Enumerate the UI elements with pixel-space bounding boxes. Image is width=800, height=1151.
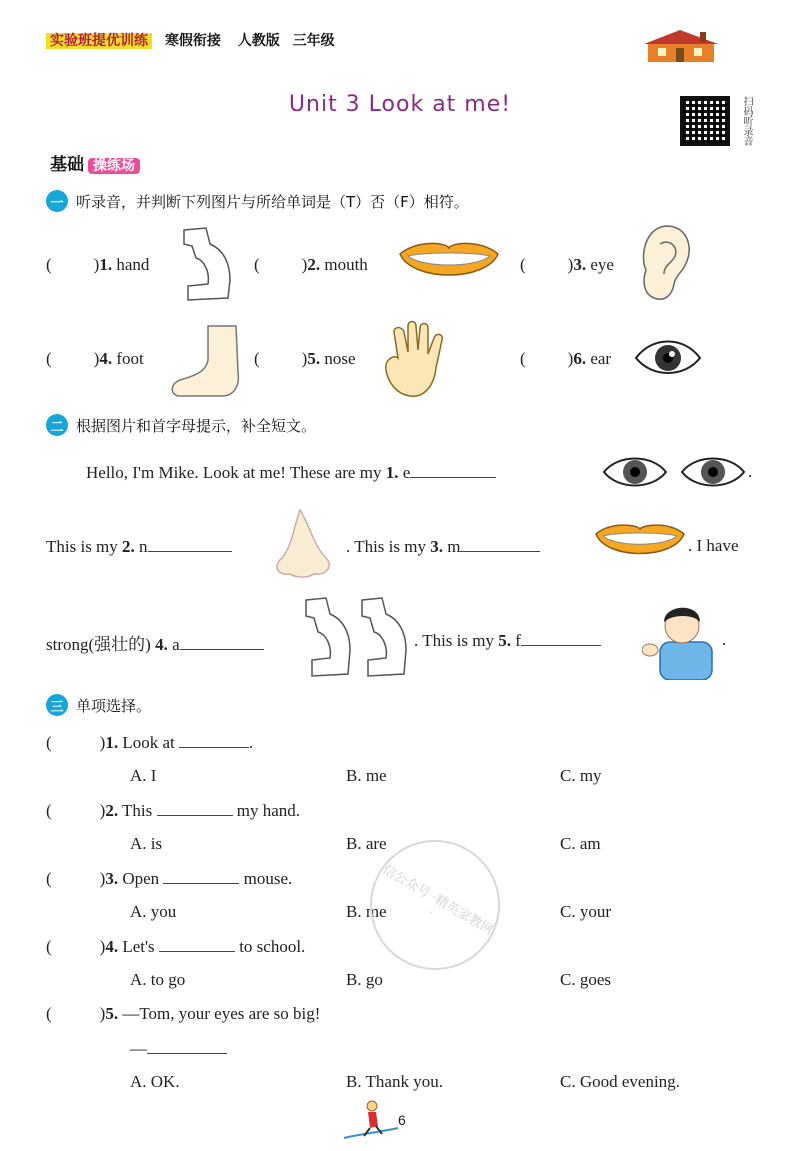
q3-option-a[interactable]: A. you <box>130 902 177 921</box>
passage-line-1: Hello, I'm Mike. Look at me! These are my 1. e <box>86 462 496 483</box>
page-header <box>46 30 335 50</box>
section-1-number: 一 <box>46 190 68 212</box>
section-tag <box>50 150 140 175</box>
q4-option-c[interactable]: C. goes <box>560 970 611 989</box>
tag-basic: 基础 <box>50 155 84 175</box>
section-3-number: 三 <box>46 694 68 716</box>
line-1-period: . <box>748 462 753 481</box>
section-2-number: 二 <box>46 414 68 436</box>
q5-option-a[interactable]: A. OK. <box>130 1072 180 1091</box>
hand-icon <box>380 318 456 402</box>
tag-practice: 操练场 <box>88 158 140 174</box>
line-3-period: . <box>722 630 727 649</box>
header-grade: 三年级 <box>292 33 335 49</box>
question-2: ( )2. This my hand. <box>46 801 301 820</box>
page-title: Unit 3 Look at me! <box>288 92 512 117</box>
q3-option-b[interactable]: B. me <box>346 902 387 921</box>
passage-line-3a: strong(强壮的) 4. a <box>46 630 264 655</box>
item-3: ( )3. eye <box>520 255 614 274</box>
two-eyes-icon <box>600 448 753 496</box>
item-4: ( )4. foot <box>46 349 144 368</box>
passage-line-2b: . This is my 3. m <box>346 536 540 557</box>
question-4: ( )4. Let's to school. <box>46 937 306 956</box>
q1-option-b[interactable]: B. me <box>346 766 387 785</box>
mouth-icon-2 <box>592 520 688 566</box>
q4-option-b[interactable]: B. go <box>346 970 383 989</box>
ear-icon <box>636 222 694 304</box>
q2-option-c[interactable]: C. am <box>560 834 601 853</box>
q4-option-a[interactable]: A. to go <box>130 970 186 989</box>
mouth-icon <box>396 238 502 288</box>
section-3-instruction: 单项选择。 <box>76 697 152 715</box>
watermark-text: 信公众号 ·精英家教网· <box>379 862 496 939</box>
header-subtitle: 寒假衔接 <box>164 33 221 49</box>
q1-option-c[interactable]: C. my <box>560 766 602 785</box>
q1-option-a[interactable]: A. I <box>130 766 157 785</box>
q2-option-a[interactable]: A. is <box>130 834 163 853</box>
q5-response-line: — <box>130 1038 227 1059</box>
question-5: ( )5. —Tom, your eyes are so big! <box>46 1004 321 1023</box>
series-name: 实验班提优训练 <box>46 33 152 49</box>
item-6: ( )6. ear <box>520 349 612 368</box>
q2-option-b[interactable]: B. are <box>346 834 387 853</box>
arm-icon <box>174 224 236 304</box>
foot-icon <box>168 322 248 402</box>
passage-line-2a: This is my 2. n <box>46 536 232 557</box>
q5-option-b[interactable]: B. Thank you. <box>346 1072 443 1091</box>
arms-icon <box>300 596 420 680</box>
question-3: ( )3. Open mouse. <box>46 869 293 888</box>
section-2-instruction: 根据图片和首字母提示，补全短文。 <box>76 417 317 435</box>
item-5: ( )5. nose <box>254 349 356 368</box>
qr-code[interactable] <box>680 96 730 146</box>
q3-option-c[interactable]: C. your <box>560 902 611 921</box>
page-number: 6 <box>398 1112 406 1128</box>
section-1-instruction: 听录音，并判断下列图片与所给单词是（T）否（F）相符。 <box>76 193 469 211</box>
header-edition: 人教版 <box>237 33 280 49</box>
house-icon <box>640 28 720 64</box>
q5-option-c[interactable]: C. Good evening. <box>560 1072 680 1091</box>
item-2: ( )2. mouth <box>254 255 368 274</box>
eye-icon <box>632 332 704 382</box>
qr-caption: 扫码听录音 <box>741 96 752 146</box>
passage-line-3b: . This is my 5. f <box>414 630 601 651</box>
boy-icon <box>642 598 722 680</box>
passage-line-2c: . I have <box>688 536 739 555</box>
item-1: ( )1. hand <box>46 255 150 274</box>
question-1: ( )1. Look at . <box>46 733 254 752</box>
skier-icon <box>340 1098 400 1142</box>
nose-icon <box>270 506 340 580</box>
